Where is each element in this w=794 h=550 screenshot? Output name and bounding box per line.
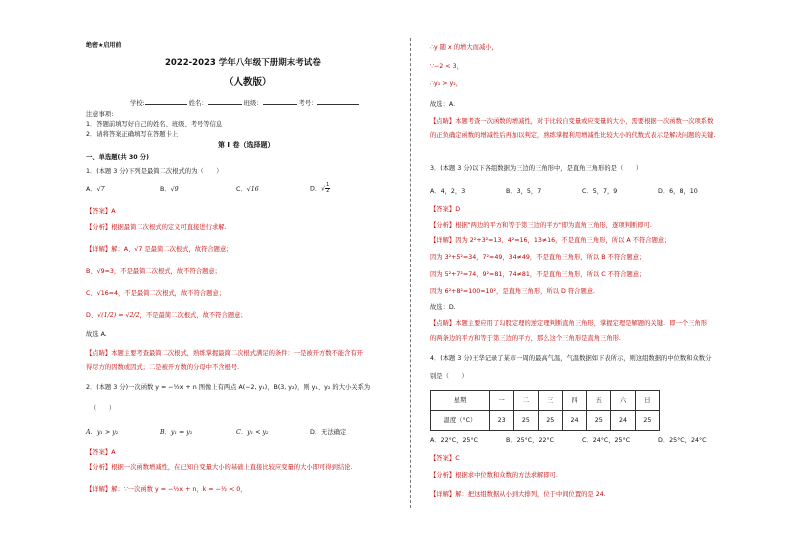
q1-option-c: C．√16: [236, 186, 259, 193]
q4-detail: 【详解】解：把这组数据从小到大排列，位于中间位置的是 24.: [430, 491, 606, 498]
table-cell: 五: [587, 391, 611, 411]
question-2: 2．(本题 3 分)一次函数 y = −½x + n 图像上有两点 A(−2, y₁)，B(3, y₂)，则 y₁、y₂ 的大小关系为: [86, 384, 371, 391]
table-cell: 日: [635, 391, 659, 411]
table-cell: 25: [635, 411, 659, 431]
q1-comment-2: 得尽方的因数或因式；二是被开方数的分母中不含根号.: [86, 364, 240, 371]
secret-label: 绝密★启用前: [86, 42, 122, 49]
table-cell: 25: [538, 411, 562, 431]
q2-option-c: C．y₁ < y₂: [236, 429, 269, 436]
q4-answer: 【答案】C: [430, 455, 460, 462]
table-row-days: [431, 391, 660, 411]
q4-option-c: C．24°C，25°C: [582, 437, 631, 444]
q3-therefore: 故选：D.: [430, 304, 456, 311]
q2-blank: （ ）: [90, 405, 116, 412]
q2-cont-3: ∴y₁ > y₂，: [430, 80, 463, 87]
q2-option-b: B．y₁ = y₂: [160, 429, 193, 436]
q3-answer: 【答案】D: [430, 206, 461, 213]
q1-comment-1: 【点睛】本题主要考查最简二次根式，熟练掌握最简二次根式满足的条件：一是被开方数不能含有开: [86, 350, 364, 357]
q1-option-b: B．√9: [160, 186, 179, 193]
table-cell: 25: [587, 411, 611, 431]
notes-title: 注意事项:: [86, 111, 114, 118]
table-cell: 23: [490, 411, 514, 431]
q1-analysis: 【分析】根据最简二次根式的定义可直接进行求解.: [86, 224, 227, 231]
table-cell: 25: [514, 411, 538, 431]
q2-comment-1: 【点睛】本题考查一次函数的增减性，对于比较自变量或应变量的大小，需要根据一次函数一次项系数: [430, 118, 714, 125]
table-cell: 24: [562, 411, 586, 431]
q3-comment-2: 的两条边的平方和等于第三边的平方，那么这个三角形是直角三角形.: [430, 335, 621, 342]
school-blank: [145, 98, 187, 105]
part-title: 第 I 卷（选择题）: [218, 141, 275, 149]
q3-option-b: B．3，5，7: [506, 188, 542, 195]
info-id-label: 考号：: [298, 100, 318, 107]
question-1: 1．(本题 3 分)下列是最简二次根式的为（ ）: [86, 168, 223, 175]
q3-option-d: D．6，8，10: [658, 188, 698, 195]
q2-cont-1: ∴y 随 x 的增大而减小，: [430, 44, 498, 51]
q1-option-d: D．√ $\frac{1}{2}$: [310, 182, 330, 194]
q4-option-a: A．22°C，25°C: [430, 437, 479, 444]
question-4-line-2: 别是（ ）: [430, 373, 468, 380]
table-cell: 一: [490, 391, 514, 411]
table-cell: 24: [611, 411, 635, 431]
q2-comment-2: 的正负确定函数的增减性后再加以判定，熟练掌握利用增减性比较大小的代数式表示是解决问题的关键.: [430, 132, 716, 139]
info-school-label: 学校:: [130, 100, 145, 107]
q4-option-d: D．25°C，24°C: [658, 437, 707, 444]
q3-analysis: 【分析】根据"两边的平方和等于第三边的平方"即为直角三角形，逐项判断即可.: [430, 222, 652, 229]
q3-comment-1: 【点睛】本题主要应用了勾股定理的逆定理判断直角三角形，掌握定理是解题的关键．即一个三角形: [430, 320, 708, 327]
q2-option-d: D．无法确定: [310, 429, 347, 436]
column-divider: [410, 38, 411, 508]
q2-analysis: 【分析】根据一次函数增减性，在已知自变量大小的基础上直接比较应变量的大小即可得到结论.: [86, 464, 353, 471]
table-cell: 六: [611, 391, 635, 411]
q4-option-b: B．25°C，22°C: [506, 437, 555, 444]
exam-title: 2022-2023 学年八年级下册期末考试卷: [165, 58, 321, 68]
temperature-table: [430, 390, 660, 431]
q2-option-a: A．y₁ > y₂: [86, 429, 119, 436]
q1-therefore: 故选 A.: [86, 331, 107, 338]
q3-detail-1: 【详解】因为 2²+3²=13，4²=16，13≠16，不是直角三角形，所以 A 不符合题意；: [430, 237, 671, 244]
info-fields: [130, 98, 359, 108]
table-cell: 二: [514, 391, 538, 411]
note-2: 2．请将答案正确填写在答题卡上: [86, 131, 179, 138]
q1-detail-d: D、√(1/2) = √2/2，不是最简二次根式，故不符合题意；: [86, 312, 247, 319]
q3-detail-2: 因为 3²+5²=34，7²=49，34≠49，不是直角三角形，所以 B 不符合题意；: [430, 254, 646, 261]
q1-detail-c: C、√16=4，不是最简二次根式，故不符合题意；: [86, 290, 226, 297]
q3-option-c: C．5，7，9: [582, 188, 618, 195]
q3-detail-3: 因为 5²+7²=74，9²=81，74≠81，不是直角三角形，所以 C 不符合题意；: [430, 271, 646, 278]
q3-option-a: A．4，2，3: [430, 188, 466, 195]
id-blank: [317, 98, 359, 105]
name-blank: [208, 98, 242, 105]
q3-detail-4: 因为 6²+8²=100=10²，是直角三角形，所以 D 符合题意.: [430, 288, 596, 295]
note-1: 1．答题前填写好自己的姓名、班级、考号等信息: [86, 121, 223, 128]
q2-answer: 【答案】A: [86, 449, 116, 456]
q1-detail-b: B、√9=3，不是最简二次根式，故不符合题意；: [86, 268, 221, 275]
question-3: 3．(本题 3 分)以下各组数据为三边的三角形中，是直角三角形的是（ ）: [430, 165, 643, 172]
q2-cont-2: ∵−2 < 3，: [430, 63, 463, 70]
q1-answer: 【答案】A: [86, 208, 116, 215]
section-title: 一、单选题(共 30 分): [86, 154, 149, 161]
q1-detail-a: 【详解】解：A、√7 是最简二次根式，故符合题意；: [86, 246, 233, 253]
q2-therefore: 故选：A.: [430, 101, 456, 108]
class-blank: [263, 98, 297, 105]
q2-detail: 【详解】解：∵一次函数 y = −½x + n，k = −½ < 0，: [86, 486, 247, 493]
info-class-label: 班级：: [243, 100, 263, 107]
table-header-cell: 星期: [431, 391, 490, 411]
q1-option-a: A．√7: [86, 186, 105, 193]
table-cell: 四: [562, 391, 586, 411]
table-cell: 三: [538, 391, 562, 411]
exam-edition: （人教版）: [224, 77, 272, 88]
table-row-temps: [431, 411, 660, 431]
table-header-cell: 温度（°C）: [431, 411, 490, 431]
info-name-label: 姓名：: [188, 100, 208, 107]
q4-analysis: 【分析】根据求中位数和众数的方法求解即可.: [430, 472, 558, 479]
question-4-line-1: 4．(本题 3 分)王华记录了某市一周的最高气温，气温数据如下表所示，则这组数据的中位数和众数分: [430, 355, 712, 362]
